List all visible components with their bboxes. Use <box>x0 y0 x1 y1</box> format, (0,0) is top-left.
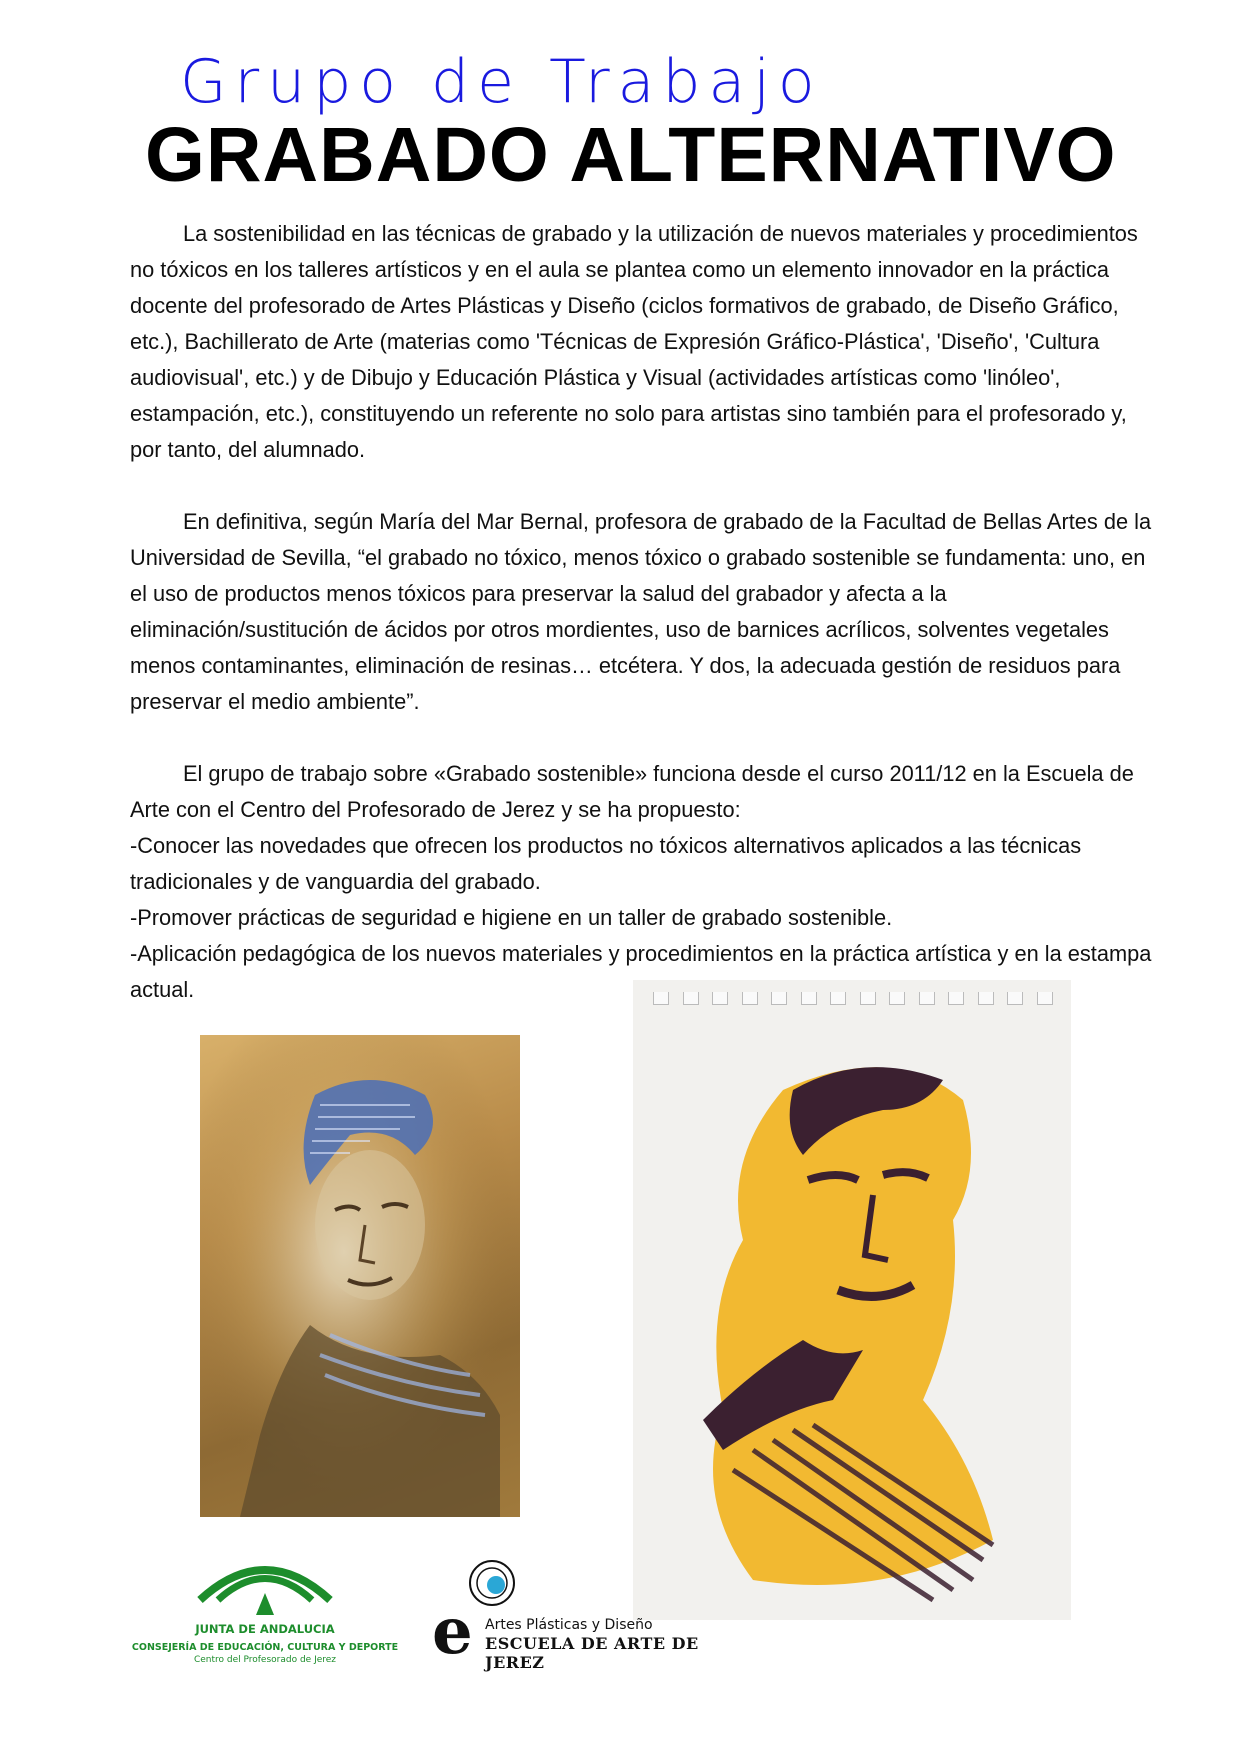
body-text <box>130 216 1160 1008</box>
escuela-arte-logo <box>430 1555 750 1672</box>
paragraph-definitiva: En definitiva, según María del Mar Bernal, profesora de grabado de la Facultad de Bellas Artes de la Universidad de Sevilla, “el grabado no tóxico, menos tóxico o grabado sostenible se fundamenta: uno, en el uso de productos menos tóxicos para preservar la salud del grabador y afecta a la eliminación/sustitución de ácidos por otros mordientes, uso de barnices acrílicos, solventes vegetales menos contaminantes, eliminación de resinas… etcétera. Y dos, la adecuada gestión de residuos para preservar el medio ambiente”. <box>130 509 1152 714</box>
paragraph-sostenibilidad: La sostenibilidad en las técnicas de grabado y la utilización de nuevos materiales y procedimientos no tóxicos en los talleres artísticos y en el aula se plantea como un elemento innovador en la práctica docente del profesorado de Artes Plásticas y Diseño (ciclos formativos de grabado, de Diseño Gráfico, etc.), Bachillerato de Arte (materias como 'Técnicas de Expresión Gráfico-Plástica', 'Diseño', 'Cultura audiovisual', etc.) y de Dibujo y Educación Plástica y Visual (actividades artísticas como 'linóleo', estampación, etc.), constituyendo un referente no solo para artistas sino también para el profesorado y, por tanto, del alumnado. <box>130 221 1138 462</box>
paragraph-grupo: El grupo de trabajo sobre «Grabado sostenible» funciona desde el curso 2011/12 en la Escuela de Arte con el Centro del Profesorado de Jerez y se ha propuesto: <box>130 761 1134 822</box>
goal-item: -Promover prácticas de seguridad e higiene en un taller de grabado sostenible. <box>130 905 893 930</box>
goal-item: -Aplicación pedagógica de los nuevos materiales y procedimientos en la práctica artística y en la estampa actual. <box>130 941 1152 1002</box>
escuela-subtitle: Artes Plásticas y Diseño <box>485 1617 653 1633</box>
junta-arches-icon <box>130 1545 410 1625</box>
svg-text:e: e <box>432 1594 473 1655</box>
escuela-name: ESCUELA DE ARTE DE JEREZ <box>485 1634 699 1672</box>
junta-name: JUNTA DE ANDALUCIA <box>195 1622 335 1636</box>
junta-andalucia-logo <box>130 1545 410 1665</box>
artwork-monotype-portrait <box>633 980 1071 1620</box>
page-title: GRABADO ALTERNATIVO <box>145 112 1117 198</box>
artwork-etched-portrait <box>200 1035 520 1517</box>
subtitle: Grupo de Trabajo <box>180 47 823 117</box>
junta-center: Centro del Profesorado de Jerez <box>193 1655 337 1665</box>
junta-department: CONSEJERÍA DE EDUCACIÓN, CULTURA Y DEPORTE <box>131 1642 399 1653</box>
goal-item: -Conocer las novedades que ofrecen los productos no tóxicos alternativos aplicados a las técnicas tradicionales y de vanguardia del grabado. <box>130 833 1082 894</box>
